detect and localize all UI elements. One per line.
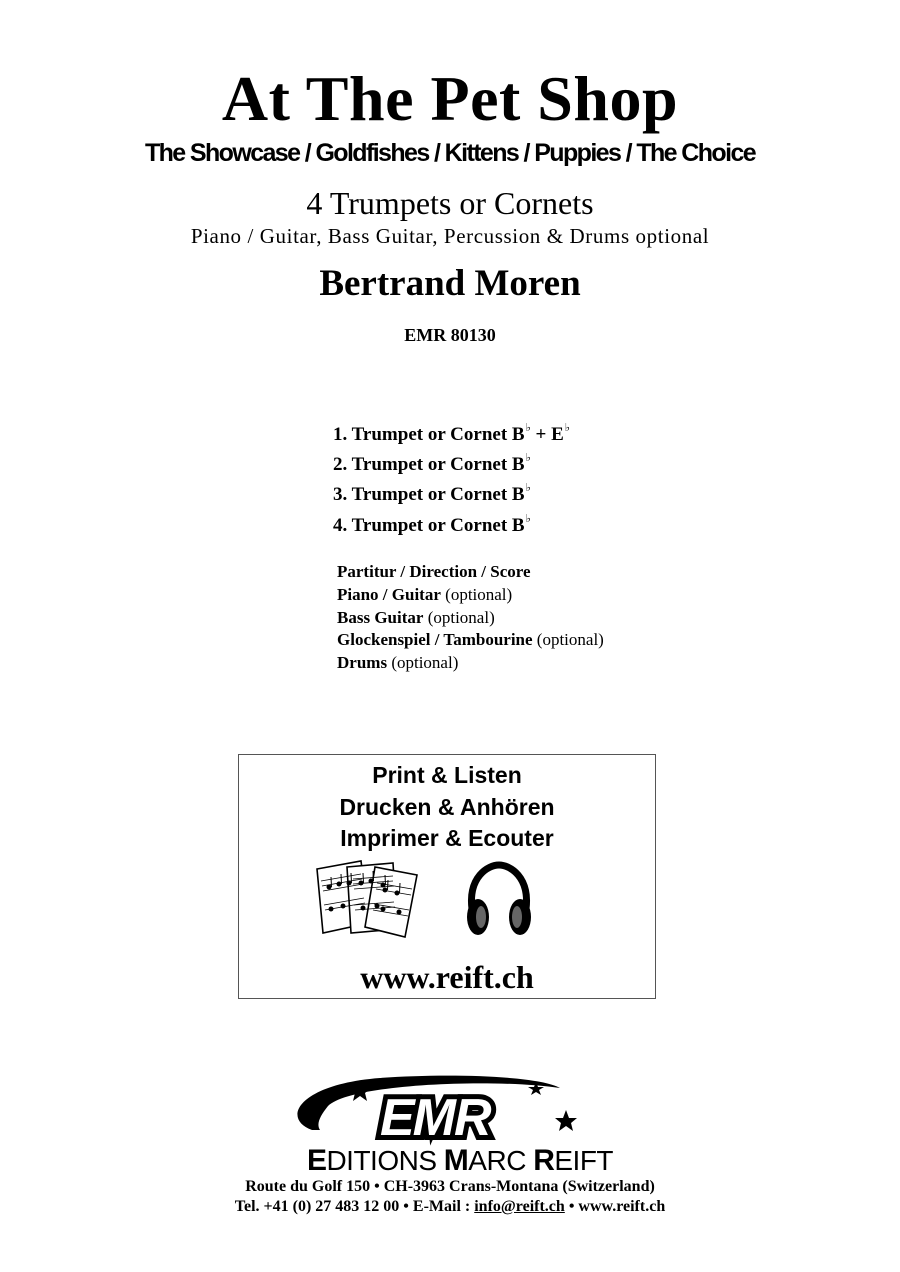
part-label: 3. Trumpet or Cornet B — [333, 484, 525, 506]
promo-line-de: Drucken & Anhören — [339, 794, 555, 820]
extra-note: (optional) — [423, 607, 495, 627]
publisher-address: Route du Golf 150 • CH-3963 Crans-Montana (Switzerland) — [245, 1178, 655, 1195]
part-extra: + E — [530, 424, 564, 445]
extra-item — [337, 629, 604, 652]
parts-list — [333, 413, 570, 534]
extra-name: Piano / Guitar — [337, 584, 441, 604]
part-label: 4. Trumpet or Cornet B — [333, 514, 525, 536]
print-listen-box — [238, 754, 656, 999]
edition-number: EMR 80130 — [404, 325, 496, 345]
contact-phone: Tel. +41 (0) 27 483 12 00 • E-Mail : — [234, 1198, 475, 1215]
promo-line-en: Print & Listen — [372, 762, 522, 788]
part-item — [333, 443, 570, 476]
part-item — [333, 504, 570, 534]
flat-sign: ♭ — [525, 482, 531, 495]
extra-item — [337, 561, 604, 584]
flat-sign: ♭ — [525, 512, 531, 525]
extra-item — [337, 584, 604, 607]
email-link[interactable]: info@reift.ch — [474, 1198, 565, 1215]
extras-list — [337, 561, 604, 675]
promo-url[interactable]: www.reift.ch — [360, 959, 534, 995]
emr-logo — [240, 1068, 680, 1178]
extra-note: (optional) — [440, 584, 513, 604]
flat-sign: ♭ — [525, 422, 531, 434]
part-item — [333, 473, 570, 506]
extra-name: Glockenspiel / Tambourine — [337, 630, 533, 650]
extra-item — [337, 607, 604, 630]
composer-name: Bertrand Moren — [319, 263, 581, 304]
part-label: 1. Trumpet or Cornet B — [333, 424, 525, 445]
flat-sign: ♭ — [525, 452, 531, 465]
extra-note: (optional) — [387, 653, 459, 673]
page-title: At The Pet Shop — [221, 63, 679, 134]
part-item — [333, 413, 570, 443]
part-label: 2. Trumpet or Cornet B — [333, 454, 525, 476]
extra-item — [337, 652, 604, 675]
sheet-music-icon — [313, 859, 423, 939]
contact-website[interactable]: • www.reift.ch — [564, 1198, 666, 1215]
emr-logo-text: EMR — [380, 1089, 490, 1147]
publisher-name: EDITIONS MARC REIFT — [306, 1144, 614, 1177]
headphones-icon — [464, 861, 534, 941]
extra-note: (optional) — [532, 630, 604, 650]
promo-line-fr: Imprimer & Ecouter — [340, 825, 554, 851]
extra-name: Drums — [337, 653, 388, 673]
instrumentation: 4 Trumpets or Cornets — [306, 185, 594, 221]
extra-name: Partitur / Direction / Score — [337, 562, 531, 581]
extra-name: Bass Guitar — [337, 607, 424, 627]
optional-instruments: Piano / Guitar, Bass Guitar, Percussion & Drums optional — [190, 224, 710, 248]
movements-subtitle: The Showcase / Goldfishes / Kittens / Puppies / The Choice — [144, 139, 756, 167]
publisher-contact — [0, 1198, 900, 1216]
flat-sign: ♭ — [564, 422, 570, 434]
